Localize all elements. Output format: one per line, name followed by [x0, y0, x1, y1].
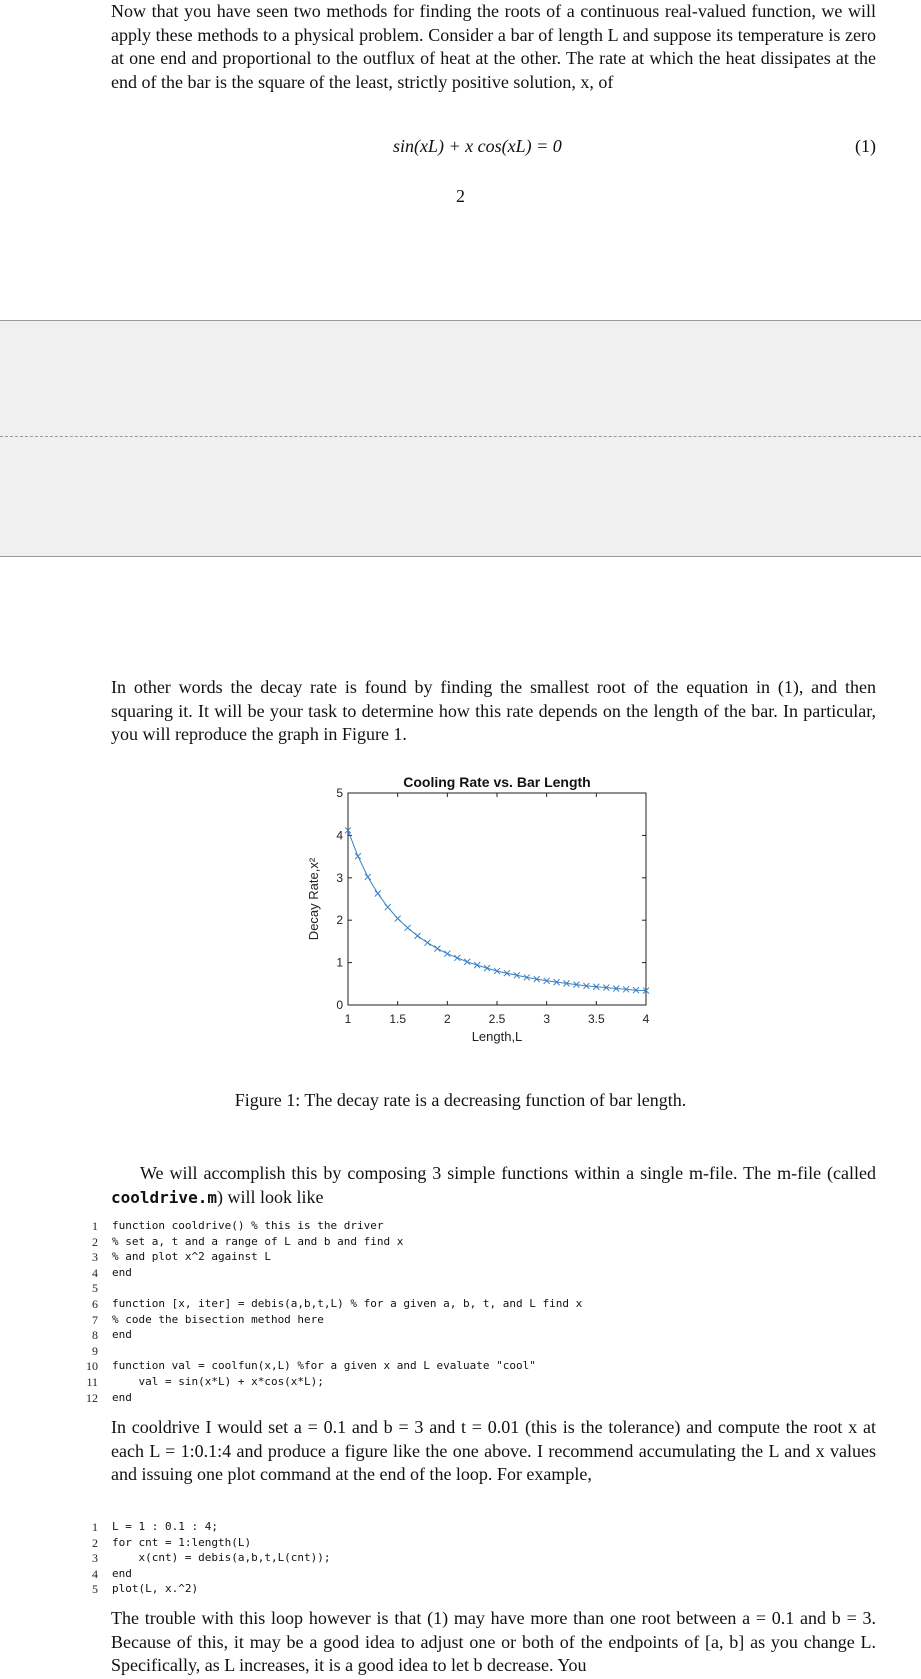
code-text: % code the bisection method here: [112, 1312, 324, 1326]
y-tick-label: 0: [336, 998, 343, 1012]
code-line: [80, 1281, 880, 1297]
code-line: [80, 1266, 880, 1282]
paragraph-3-text: [111, 1162, 876, 1209]
code-line: [80, 1567, 880, 1583]
line-number: 1: [92, 1219, 98, 1233]
paragraph-2: [111, 676, 876, 747]
code-line: [80, 1344, 880, 1360]
line-number: 5: [92, 1281, 98, 1296]
line-number: 3: [92, 1551, 98, 1566]
paragraph-4: [111, 1416, 876, 1487]
paragraph-3-pre: We will accomplish this by composing 3 simple functions within a single m-file. The m-file (called: [140, 1163, 876, 1183]
line-number: 10: [86, 1359, 98, 1374]
y-tick-label: 1: [336, 955, 343, 970]
equation-number: (1): [855, 136, 876, 156]
line-number: 6: [92, 1297, 98, 1311]
code-line: [80, 1235, 880, 1251]
code-line: [80, 1520, 880, 1536]
line-number: 3: [92, 1250, 98, 1265]
code-text: % and plot x^2 against L: [112, 1250, 271, 1264]
line-number: 2: [92, 1535, 98, 1550]
filename: cooldrive.m: [111, 1187, 217, 1207]
code-text: end: [112, 1566, 132, 1580]
code-line: [80, 1219, 880, 1235]
x-tick-label: 2.5: [488, 1012, 506, 1026]
code-text: function cooldrive() % this is the driver: [112, 1219, 384, 1232]
code-line: [80, 1297, 880, 1313]
code-text: plot(L, x.^2): [112, 1582, 199, 1596]
cooling-rate-chart: [300, 765, 660, 1070]
intro-text: Now that you have seen two methods for finding the roots of a continuous real-valued function, we will apply these methods to a physical problem. Consider a bar of length L and suppose its temperature is zero at one end and proportional to the outflux of heat at the other. The rate at which the heat dissipates at the end of the bar is the square of the least, strictly positive solution, x, of: [111, 1, 876, 92]
code-line: [80, 1582, 880, 1598]
code-text: function [x, iter] = debis(a,b,t,L) % for a given a, b, t, and L find x: [112, 1297, 583, 1310]
y-axis-label: Decay Rate,x²: [306, 857, 321, 941]
code-line: [80, 1250, 880, 1266]
code-text: x(cnt) = debis(a,b,t,L(cnt));: [112, 1551, 331, 1565]
paragraph-2-text: In other words the decay rate is found by finding the smallest root of the equation in (1), and then squaring it. It will be your task to determine how this rate depends on the length of the bar. In particular, you will reproduce the graph in Figure 1.: [111, 677, 876, 744]
line-number: 4: [92, 1566, 98, 1581]
chart-title: Cooling Rate vs. Bar Length: [403, 774, 591, 790]
y-tick-label: 3: [336, 870, 343, 885]
paragraph-5-text: The trouble with this loop however is that (1) may have more than one root between a = 0.1 and b = 3. Because of this, it may be a good idea to adjust one or both of the endpoints of [a, b] as you change L. Specifically, as L increases, it is a good idea to let b decrease. You: [111, 1608, 876, 1675]
x-tick-label: 3.5: [587, 1012, 605, 1026]
x-tick-label: 2: [443, 1012, 451, 1026]
line-number: 1: [92, 1520, 98, 1534]
x-tick-label: 3: [543, 1012, 551, 1026]
code-line: [80, 1359, 880, 1375]
code-text: val = sin(x*L) + x*cos(x*L);: [112, 1375, 324, 1388]
code-line: [80, 1536, 880, 1552]
code-text: end: [112, 1390, 132, 1404]
y-tick-label: 4: [336, 828, 343, 843]
line-number: 4: [92, 1265, 98, 1280]
code-text: end: [112, 1265, 132, 1279]
code-text: % set a, t and a range of L and b and find x: [112, 1234, 404, 1248]
paragraph-5: [111, 1607, 876, 1678]
code-text: function val = coolfun(x,L) %for a given x and L evaluate "cool": [112, 1359, 536, 1373]
line-number: 2: [92, 1234, 98, 1249]
line-number: 5: [92, 1582, 98, 1597]
page-number: 2: [456, 186, 465, 206]
line-number: 12: [86, 1390, 98, 1405]
x-axis-label: Length,L: [471, 1029, 523, 1044]
equation-text: sin(xL) + x cos(xL) = 0: [393, 136, 562, 156]
x-tick-label: 1: [344, 1012, 352, 1026]
paragraph-3: [111, 1162, 876, 1209]
code-line: [80, 1551, 880, 1567]
line-number: 9: [92, 1343, 98, 1358]
paragraph-4-text: In cooldrive I would set a = 0.1 and b = 3 and t = 0.01 (this is the tolerance) and compute the root x at each L = 1:0.1:4 and produce a figure like the one above. I recommend accumulating the L and x values and issuing one plot command at the end of the loop. For example,: [111, 1417, 876, 1484]
intro-paragraph: [111, 0, 876, 94]
code-line: [80, 1391, 880, 1407]
code-text: for cnt = 1:length(L): [112, 1535, 252, 1549]
line-number: 8: [92, 1328, 98, 1343]
y-tick-label: 2: [336, 913, 343, 928]
code-line: [80, 1328, 880, 1344]
page-break-line: [0, 436, 921, 437]
line-number: 7: [92, 1312, 98, 1327]
page-break-gap: [0, 320, 921, 557]
plot-frame: [348, 793, 646, 1005]
x-tick-label: 1.5: [389, 1012, 407, 1026]
code-line: [80, 1375, 880, 1391]
paragraph-3-post: ) will look like: [216, 1186, 324, 1207]
x-tick-label: 4: [642, 1012, 650, 1026]
code-line: [80, 1313, 880, 1329]
line-number: 11: [86, 1375, 98, 1389]
code-text: L = 1 : 0.1 : 4;: [112, 1520, 218, 1533]
y-tick-label: 5: [336, 786, 343, 800]
figure-caption: Figure 1: The decay rate is a decreasing function of bar length.: [234, 1090, 687, 1110]
code-text: end: [112, 1328, 132, 1342]
